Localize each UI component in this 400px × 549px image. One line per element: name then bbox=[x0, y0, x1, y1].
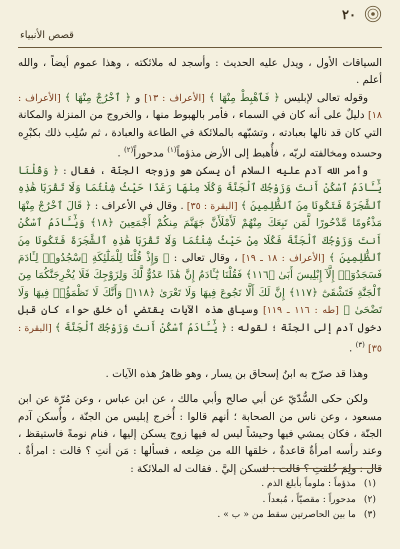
footnote-number: (١) bbox=[363, 478, 376, 489]
quran-verse: ﴿ قَالَ ٱخْرُجْ مِنْهَا مَذْءُومًا مَّدْحُورًا لَّمَن تَبِعَكَ مِنْهُمْ لَأَمْلَأَنَّ جَهَنَّمَ مِنكُمْ أَجْمَعِينَ ﴿١٨﴾ وَيَٰٓـَٔادَمُ ٱسْكُنْ أَنتَ وَزَوْجُكَ ٱلْجَنَّةَ فَكُلَا مِنْ حَيْثُ شِئْتُمَا وَلَا تَقْرَبَا هَٰذِهِ ٱلشَّجَرَةَ فَتَكُونَا مِنَ ٱلظَّٰلِمِينَ ﴾ bbox=[18, 199, 382, 264]
paragraph-3 bbox=[18, 163, 382, 358]
verse-reference: [طه : ١١٦ ـ ١١٩] bbox=[258, 305, 344, 317]
verse-reference: [الأعراف : ١٣] bbox=[140, 92, 209, 104]
quran-verse: ﴿ يَٰٓـَٔادَمُ ٱسْكُنْ أَنتَ وَزَوْجُكَ ٱلْجَنَّةَ ﴾ bbox=[54, 321, 228, 334]
footnote-3 bbox=[18, 507, 376, 523]
footnote-number: (٣) bbox=[363, 509, 376, 520]
page-body bbox=[18, 55, 382, 478]
footnote-marker: (٢) bbox=[123, 146, 134, 155]
quran-verse: ﴿ ٱخْرُجْ مِنْهَا ﴾ bbox=[64, 91, 132, 104]
page-ornament-icon bbox=[364, 5, 382, 23]
book-title: قصص الأنبياء bbox=[20, 30, 74, 41]
text-run: . وقال في الأعراف : bbox=[91, 199, 184, 212]
text-run: وسياق هذه الآيات يقتضي أن خلق حواء كان قبل دخول آدم إلى الجنّة ؛ لقوله : bbox=[18, 304, 382, 334]
footnote-text: ما بين الحاصرتين سقط من « ب » . bbox=[217, 509, 356, 520]
paragraph-1: السياقات الأول ، ويدل عليه الحديث : وأسجد له ملائكته ، وهذا عموم أيضاً ، والله أعلم . bbox=[18, 57, 382, 87]
text-run: وأمر الله آدم عليه السلام أن يسكن هو وزوجه الجنّة ، فقال : bbox=[58, 164, 368, 177]
verse-reference: [البقرة : ٣٥] bbox=[183, 200, 241, 212]
text-run: ، وقال تعالى : bbox=[169, 251, 238, 264]
paragraph-2 bbox=[18, 90, 382, 163]
page-number: ٢٠ bbox=[342, 8, 356, 23]
footnote-number: (٢) bbox=[363, 493, 376, 505]
footnotes bbox=[18, 476, 376, 523]
footnote-text: مذؤماً : ملوماً بأبلغ الذم . bbox=[261, 478, 356, 489]
page-header bbox=[10, 0, 390, 40]
paragraph-4: وهذا قد صرّح به ابنُ إسحاق بن يسار ، وهو ظاهرُ هذه الآيات . bbox=[105, 367, 368, 380]
text-run: دليلٌ على أنه كان في السماء ، فأمر بالهبوط منها ، والخروج من المنزلة والمكانة التي كان قد نالها بعبادته ، وتشبّهه بالملائكة في الطاعة والعبادة ، ثم سُلِب ذلك بكبْرِه وحسده ومخالفته لربّه ، فأُهبط إلى الأرض مذؤماً bbox=[18, 109, 382, 160]
verse-reference: [البقرة : ٣٥] bbox=[18, 322, 382, 355]
footnote-text: مدحوراً : مقصيّاً ، مُبعداً . bbox=[262, 493, 356, 505]
footnote-2 bbox=[18, 492, 376, 508]
footnote-1 bbox=[18, 476, 376, 492]
paragraph-5: ولكن حكى السُّدّيّ عن أبي صالح وأبي مالك ، عن ابن عباس ، وعن مُرّة عن ابن مسعود ، وعن ناس من الصحابة ؛ أنهم قالوا : أُخرج إبليس من الجنّة ، وأُسكن آدم الجنّة ، فكان يمشي فيها وحيشاً ليس له فيها زوج يسكن إليها ، فنام نومةً فاستيقظ ، وعند رأسه امرأةٌ قاعدةٌ ، خلقها الله من ضِلعه ، فسألها : مَن أنتِ ؟ قالت : امرأةٌ . قال : ولِمَ خُلقتِ ؟ قالت : لتسكن إليَّ . فقالت له الملائكة : bbox=[18, 393, 382, 475]
quran-verse: ﴿ فَٱهْبِطْ مِنْهَا ﴾ bbox=[208, 91, 280, 104]
text-run: مدحوراً bbox=[133, 147, 168, 160]
verse-reference: [الأعراف : ١٨] bbox=[18, 92, 383, 122]
quran-verse: ﴿ وَقُلْنَا يَٰٓـَٔادَمُ ٱسْكُنْ أَنتَ وَزَوْجُكَ ٱلْجَنَّةَ وَكُلَا مِنْهَا رَغَدًا حَيْثُ شِئْتُمَا وَلَا تَقْرَبَا هَٰذِهِ ٱلشَّجَرَةَ فَتَكُونَا مِنَ ٱلظَّٰلِمِينَ ﴾ bbox=[18, 164, 382, 212]
text-run: وقوله تعالى لإبليس bbox=[279, 91, 368, 104]
header-rule bbox=[18, 47, 382, 48]
quran-verse: ﴿ وَإِذْ قُلْنَا لِلْمَلَٰٓئِكَةِ ٱسْجُدُوا۟ لِـَٔادَمَ فَسَجَدُوٓا۟ إِلَّآ إِبْلِيسَ أَبَىٰ ﴿١١٦﴾ فَقُلْنَا يَٰٓـَٔادَمُ إِنَّ هَٰذَا عَدُوٌّ لَّكَ وَلِزَوْجِكَ فَلَا يُخْرِجَنَّكُمَا مِنَ ٱلْجَنَّةِ فَتَشْقَىٰٓ ﴿١١٧﴾ إِنَّ لَكَ أَلَّا تَجُوعَ فِيهَا وَلَا تَعْرَىٰ ﴿١١٨﴾ وَأَنَّكَ لَا تَظْمَؤُا۟ فِيهَا وَلَا تَضْحَىٰ ﴾ bbox=[18, 251, 383, 317]
text-run: . bbox=[349, 342, 356, 355]
text-run: و bbox=[131, 91, 141, 104]
footnote-rule bbox=[262, 468, 382, 469]
verse-reference: [الأعراف : ١٨ ـ ١٩] bbox=[237, 252, 329, 264]
footnote-marker: (١) bbox=[167, 146, 177, 155]
footnote-marker: (٣) bbox=[355, 340, 365, 349]
text-run: . bbox=[117, 147, 124, 160]
